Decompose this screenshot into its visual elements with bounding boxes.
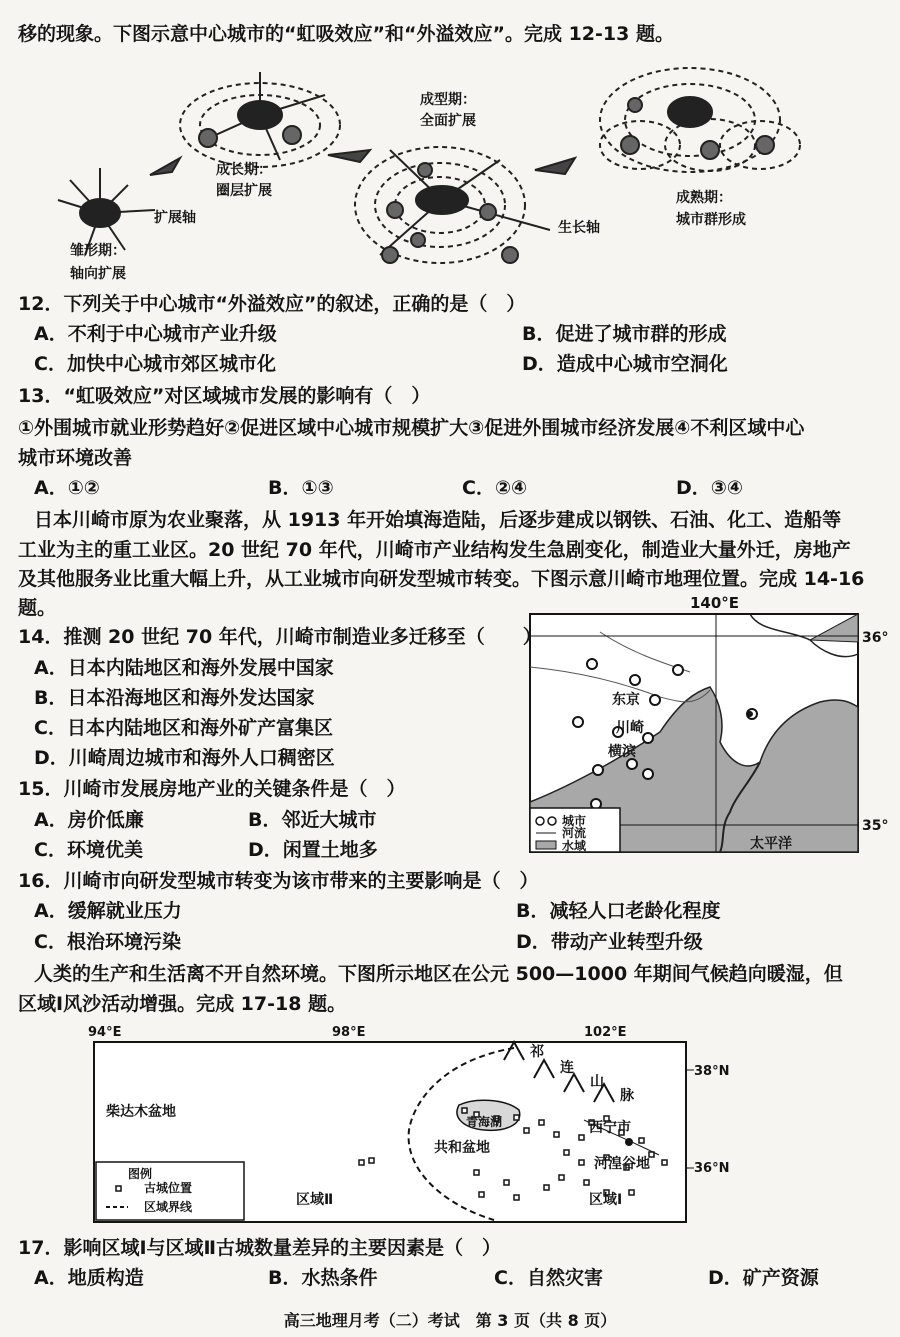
q13-option-a[interactable]: A．①② bbox=[34, 477, 100, 499]
q13-option-d[interactable]: D．③④ bbox=[676, 477, 743, 499]
q14-option-b[interactable]: B．日本沿海地区和海外发达国家 bbox=[34, 687, 315, 709]
intro-line: 移的现象。下图示意中心城市的“虹吸效应”和“外溢效应”。完成 12-13 题。 bbox=[18, 23, 674, 45]
city-development-diagram bbox=[30, 50, 830, 285]
map2-hehuang: 河湟谷地 bbox=[594, 1156, 650, 1172]
map2-qilian-3: 山 bbox=[590, 1074, 604, 1090]
q13-line1: ①外围城市就业形势趋好②促进区域中心城市规模扩大③促进外围城市经济发展④不利区域中心 bbox=[18, 417, 805, 439]
map1-lat-top: 36° bbox=[862, 630, 889, 646]
qinghai-ancient-city-map bbox=[84, 1020, 784, 1225]
q13-stem: 13．“虹吸效应”对区域城市发展的影响有（ ） bbox=[18, 385, 431, 407]
q12-option-a[interactable]: A．不利于中心城市产业升级 bbox=[34, 323, 277, 345]
q15-option-d[interactable]: D．闲置土地多 bbox=[248, 839, 378, 861]
map2-lon2: 98°E bbox=[332, 1025, 366, 1040]
map2-gonghe: 共和盆地 bbox=[434, 1140, 490, 1156]
q12-stem: 12．下列关于中心城市“外溢效应”的叙述，正确的是（ ） bbox=[18, 293, 526, 315]
q13-line2: 城市环境改善 bbox=[18, 447, 133, 469]
map1-legend-water: 水域 bbox=[562, 839, 587, 853]
q14-option-d[interactable]: D．川崎周边城市和海外人口稠密区 bbox=[34, 747, 335, 769]
q16-stem: 16．川崎市向研发型城市转变为该市带来的主要影响是（ ） bbox=[18, 870, 539, 892]
q16-option-b[interactable]: B．减轻人口老龄化程度 bbox=[516, 900, 721, 922]
map2-qilian-4: 脉 bbox=[620, 1088, 634, 1104]
page-footer: 高三地理月考（二）考试 第 3 页（共 8 页） bbox=[283, 1311, 617, 1330]
map2-qaidam: 柴达木盆地 bbox=[106, 1104, 176, 1120]
map2-xining: 西宁市 bbox=[589, 1120, 631, 1136]
kawasaki-location-map bbox=[520, 592, 892, 860]
q12-option-c[interactable]: C．加快中心城市郊区城市化 bbox=[34, 353, 276, 375]
map2-legend-title: 图例 bbox=[128, 1167, 153, 1181]
stage1-title: 雏形期： bbox=[70, 243, 126, 259]
map2-qinghai-lake: 青海湖 bbox=[466, 1115, 503, 1129]
map1-kawasaki: 川崎 bbox=[616, 720, 644, 736]
map2-lon1: 94°E bbox=[88, 1025, 122, 1040]
map2-qilian-1: 祁 bbox=[530, 1044, 544, 1060]
q15-option-a[interactable]: A．房价低廉 bbox=[34, 809, 144, 831]
q17-stem: 17．影响区域Ⅰ与区域Ⅱ古城数量差异的主要因素是（ ） bbox=[18, 1237, 502, 1259]
q17-option-a[interactable]: A．地质构造 bbox=[34, 1267, 144, 1289]
map2-lat1: 38°N bbox=[694, 1064, 730, 1079]
map2-region2: 区域Ⅱ bbox=[296, 1192, 334, 1208]
map2-qilian-2: 连 bbox=[560, 1060, 574, 1076]
stage3-title: 成型期： bbox=[420, 92, 476, 108]
q16-option-d[interactable]: D．带动产业转型升级 bbox=[516, 931, 703, 953]
stage4-sub: 城市群形成 bbox=[676, 212, 746, 228]
stage2-title: 成长期： bbox=[216, 162, 272, 178]
map2-lat2: 36°N bbox=[694, 1161, 730, 1176]
q14-option-a[interactable]: A．日本内陆地区和海外发展中国家 bbox=[34, 657, 334, 679]
map1-ocean: 太平洋 bbox=[750, 836, 792, 852]
stage3-sub: 全面扩展 bbox=[420, 113, 476, 129]
q17-option-c[interactable]: C．自然灾害 bbox=[494, 1267, 603, 1289]
map2-region1: 区域Ⅰ bbox=[589, 1192, 623, 1208]
passage3-line1: 人类的生产和生活离不开自然环境。下图所示地区在公元 500—1000 年期间气候趋向暖湿，但 bbox=[34, 963, 843, 985]
passage2-line1: 日本川崎市原为农业聚落，从 1913 年开始填海造陆，后逐步建成以钢铁、石油、化工、造船等 bbox=[34, 509, 842, 531]
q12-option-b[interactable]: B．促进了城市群的形成 bbox=[522, 323, 727, 345]
q17-option-b[interactable]: B．水热条件 bbox=[268, 1267, 378, 1289]
map2-legend-boundary: 区域界线 bbox=[144, 1200, 193, 1214]
map1-lat-bottom: 35° bbox=[862, 818, 889, 834]
map1-yokohama: 横滨 bbox=[608, 744, 636, 760]
q14-stem: 14．推测 20 世纪 70 年代，川崎市制造业多迁移至（ ） bbox=[18, 626, 542, 648]
q12-option-d[interactable]: D．造成中心城市空洞化 bbox=[522, 353, 728, 375]
q15-option-b[interactable]: B．邻近大城市 bbox=[248, 809, 377, 831]
q13-option-c[interactable]: C．②④ bbox=[462, 477, 528, 499]
q14-option-c[interactable]: C．日本内陆地区和海外矿产富集区 bbox=[34, 717, 333, 739]
q15-option-c[interactable]: C．环境优美 bbox=[34, 839, 143, 861]
q17-option-d[interactable]: D．矿产资源 bbox=[708, 1267, 819, 1289]
q16-option-a[interactable]: A．缓解就业压力 bbox=[34, 900, 182, 922]
passage3-line2: 区域Ⅰ风沙活动增强。完成 17-18 题。 bbox=[18, 993, 347, 1015]
map1-legend-river: 河流 bbox=[562, 826, 587, 840]
passage2-line2: 工业为主的重工业区。20 世纪 70 年代，川崎市产业结构发生急剧变化，制造业大量外迁，房地产 bbox=[18, 539, 851, 561]
map1-tokyo: 东京 bbox=[612, 692, 640, 708]
passage2-line4: 题。 bbox=[18, 597, 57, 619]
stage1-sub: 轴向扩展 bbox=[70, 266, 126, 282]
passage2-line3: 及其他服务业比重大幅上升，从工业城市向研发型城市转变。下图示意川崎市地理位置。完成 14-16 bbox=[18, 568, 865, 590]
map1-lon: 140°E bbox=[690, 594, 740, 612]
q16-option-c[interactable]: C．根治环境污染 bbox=[34, 931, 181, 953]
q15-stem: 15．川崎市发展房地产业的关键条件是（ ） bbox=[18, 778, 406, 800]
map2-legend-city: 古城位置 bbox=[144, 1181, 193, 1195]
map2-lon3: 102°E bbox=[584, 1025, 627, 1040]
map1-legend-city: 城市 bbox=[562, 814, 587, 828]
expand-axis-label: 扩展轴 bbox=[154, 210, 196, 226]
stage4-title: 成熟期： bbox=[676, 190, 732, 206]
growth-axis-label: 生长轴 bbox=[558, 220, 600, 236]
stage2-sub: 圈层扩展 bbox=[216, 183, 272, 199]
q13-option-b[interactable]: B．①③ bbox=[268, 477, 334, 499]
